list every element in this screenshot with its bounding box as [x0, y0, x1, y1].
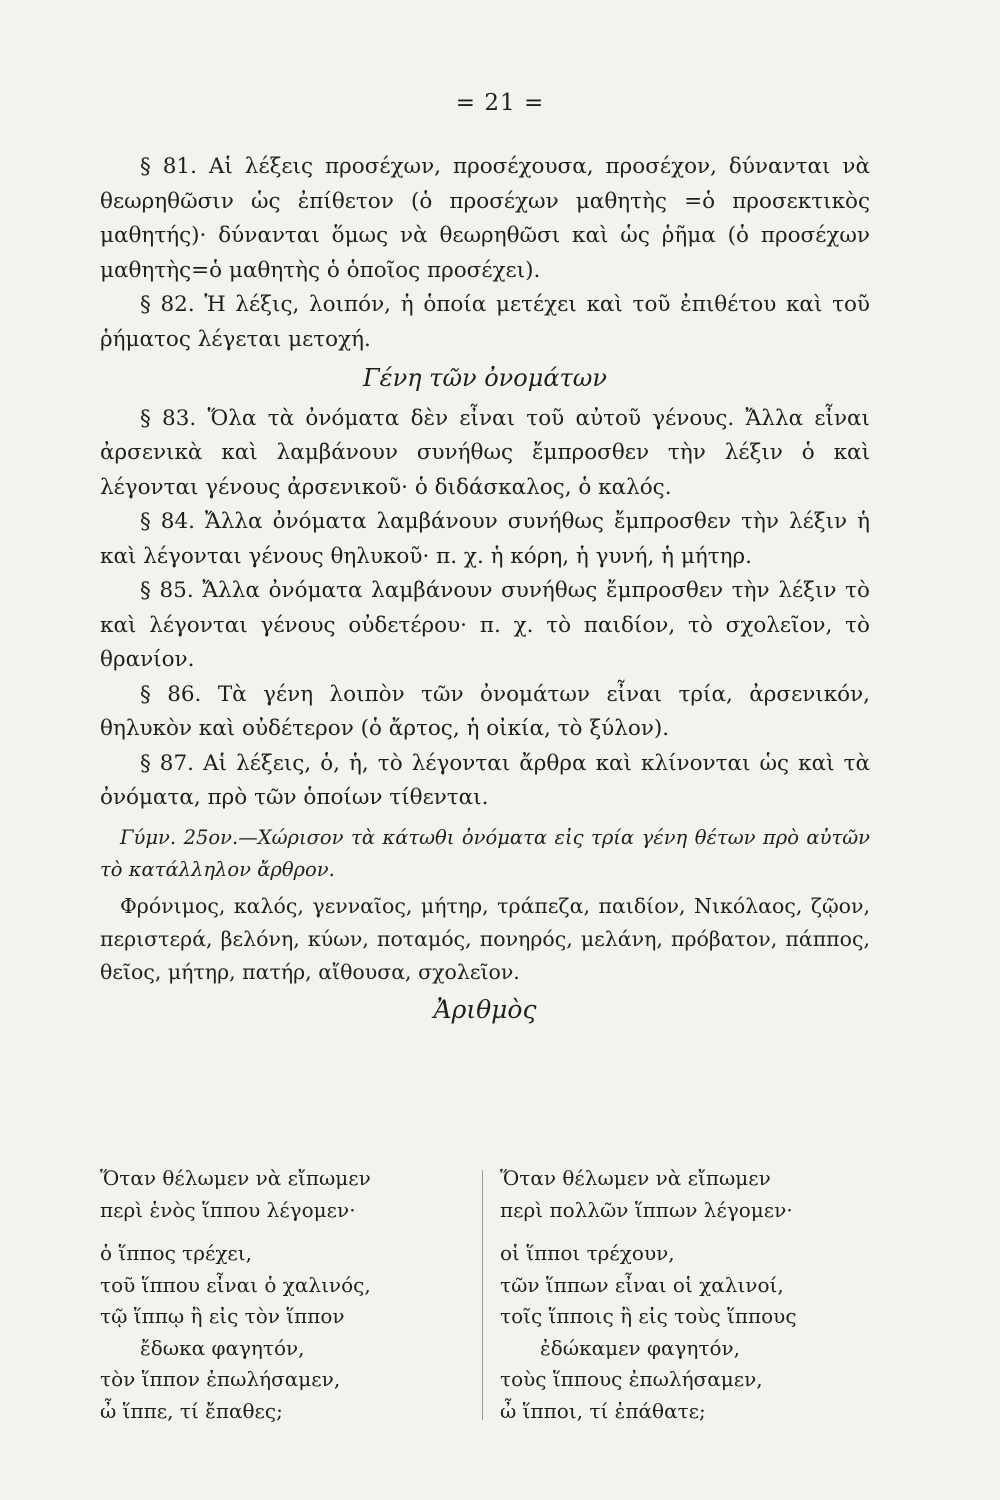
plural-line: τῶν ἵππων εἶναι οἱ χαλινοί, — [500, 1272, 784, 1297]
paragraph-83: § 83. Ὅλα τὰ ὀνόματα δὲν εἶναι τοῦ αὐτοῦ γένους. Ἄλλα εἶναι ἀρσενικὰ καὶ λαμβάνουν συνήθως ἔμπροσθεν τὴν λέξιν ὁ καὶ λέγονται γένους ἀρσενικοῦ· ὁ διδάσκαλος, ὁ καλός. — [100, 405, 870, 500]
singular-line: ἔδωκα φαγητόν, — [140, 1335, 305, 1360]
singular-column — [100, 1163, 470, 1427]
paragraph-86: § 86. Τὰ γένη λοιπὸν τῶν ὀνομάτων εἶναι τρία, ἀρσενικόν, θηλυκὸν καὶ οὐδέτερον (ὁ ἄρτος, ἡ οἰκία, τὸ ξύλον). — [100, 681, 870, 741]
paragraph-84: § 84. Ἄλλα ὀνόματα λαμβάνουν συνήθως ἔμπροσθεν τὴν λέξιν ἡ καὶ λέγονται γένους θηλυκοῦ· π. χ. ἡ κόρη, ἡ γυνή, ἡ μήτηρ. — [100, 509, 870, 569]
plural-line: ἐδώκαμεν φαγητόν, — [540, 1335, 741, 1360]
plural-line: οἱ ἵπποι τρέχουν, — [500, 1241, 675, 1265]
paragraph-85: § 85. Ἄλλα ὀνόματα λαμβάνουν συνήθως ἔμπροσθεν τὴν λέξιν τὸ καὶ λέγονται γένους οὐδετέρου· π. χ. τὸ παιδίον, τὸ σχολεῖον, τὸ θρανίον. — [100, 578, 870, 672]
singular-line: τοῦ ἵππου εἶναι ὁ χαλινός, — [100, 1272, 371, 1297]
singular-line: ὁ ἵππος τρέχει, — [100, 1241, 252, 1265]
exercise-instruction: Γύμν. 25ον.—Χώρισον τὰ κάτωθι ὀνόματα εἰς τρία γένη θέτων πρὸ αὐτῶν τὸ κατάλληλον ἄρθρον. — [100, 825, 870, 881]
singular-intro-line: περὶ ἑνὸς ἵππου λέγομεν· — [100, 1197, 356, 1222]
plural-line: τοὺς ἵππους ἐπωλήσαμεν, — [500, 1367, 763, 1391]
declension-columns — [100, 1163, 870, 1427]
singular-line: τῷ ἵππῳ ἢ εἰς τὸν ἵππον — [100, 1304, 345, 1328]
singular-intro-line: Ὅταν θέλωμεν νὰ εἴπωμεν — [100, 1166, 371, 1190]
singular-line: τὸν ἵππον ἐπωλήσαμεν, — [100, 1367, 341, 1391]
singular-line: ὦ ἵππε, τί ἔπαθες; — [100, 1398, 283, 1423]
plural-line: ὦ ἵπποι, τί ἐπάθατε; — [500, 1398, 706, 1423]
section-heading-genders: Γένη τῶν ὀνομάτων — [363, 364, 607, 392]
exercise-word-list: Φρόνιμος, καλός, γενναῖος, μήτηρ, τράπεζα, παιδίον, Νικόλαος, ζῷον, περιστερά, βελόνη, κύων, ποταμός, πονηρός, μελάνη, πρόβατον, πάππος, θεῖος, μήτηρ, πατήρ, αἴθουσα, σχολεῖον. — [100, 893, 870, 984]
section-heading-number: Ἀριθμὸς — [433, 994, 537, 1024]
plural-column — [500, 1163, 870, 1427]
plural-intro-line: περὶ πολλῶν ἵππων λέγομεν· — [500, 1197, 793, 1222]
paragraph-87: § 87. Αἱ λέξεις, ὁ, ἡ, τὸ λέγονται ἄρθρα καὶ κλίνονται ὡς καὶ τὰ ὀνόματα, πρὸ τῶν ὁποίων τίθενται. — [100, 750, 870, 810]
plural-line: τοῖς ἵπποις ἢ εἰς τοὺς ἵππους — [500, 1304, 797, 1328]
paragraph-82: § 82. Ἡ λέξις, λοιπόν, ἡ ὁποία μετέχει καὶ τοῦ ἐπιθέτου καὶ τοῦ ῥήματος λέγεται μετοχή. — [100, 292, 870, 352]
paragraph-81: § 81. Αἱ λέξεις προσέχων, προσέχουσα, προσέχον, δύνανται νὰ θεωρηθῶσιν ὡς ἐπίθετον (ὁ προσέχων μαθητὴς =ὁ προσεκτικὸς μαθητής)· δύνανται ὅμως νὰ θεωρηθῶσι καὶ ὡς ῥῆμα (ὁ προσέχων μαθητὴς=ὁ μαθητὴς ὁ ὁποῖος προσέχει). — [100, 154, 870, 283]
page-number: = 21 = — [455, 90, 545, 116]
plural-intro-line: Ὅταν θέλωμεν νὰ εἴπωμεν — [500, 1166, 771, 1190]
page-body — [100, 150, 870, 1029]
